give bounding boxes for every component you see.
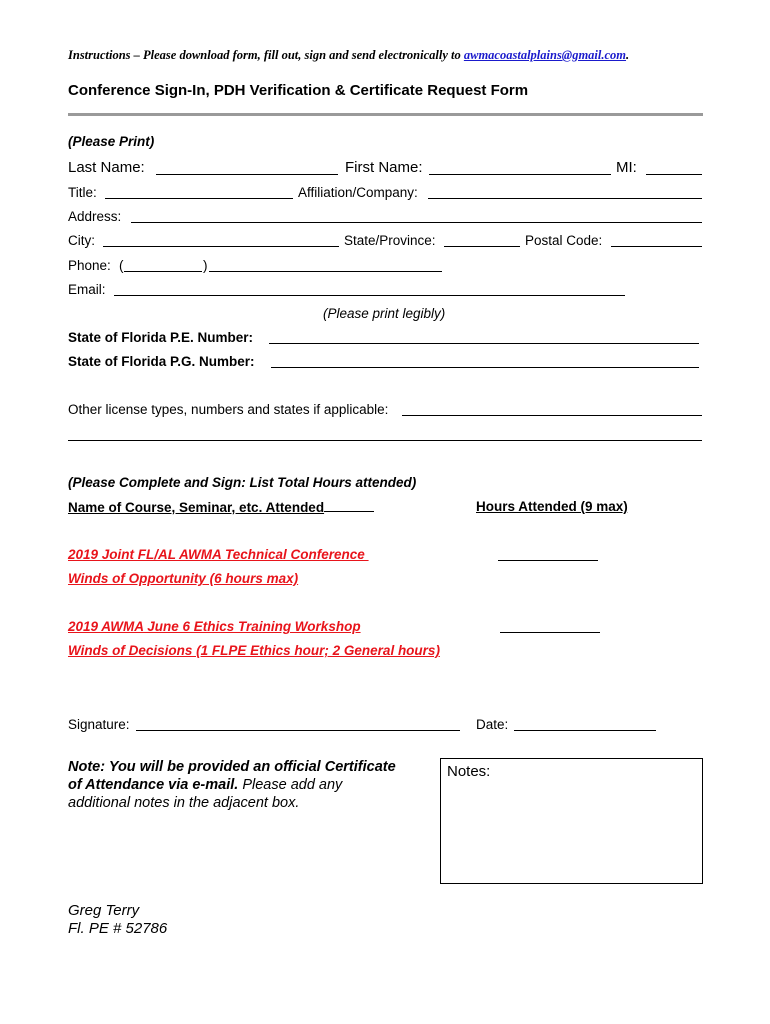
- city-label: City:: [68, 233, 95, 248]
- address-label: Address:: [68, 209, 122, 224]
- email-field[interactable]: [114, 295, 625, 296]
- title-label: Title:: [68, 185, 97, 200]
- certificate-note: [68, 758, 408, 812]
- course-2-title: 2019 AWMA June 6 Ethics Training Workshop: [68, 619, 361, 634]
- course-1-hours-field[interactable]: [498, 560, 598, 561]
- postal-label: Postal Code:: [525, 233, 603, 248]
- state-field[interactable]: [444, 246, 520, 247]
- state-label: State/Province:: [344, 233, 436, 248]
- phone-area-close: ): [203, 258, 208, 273]
- please-print-label: (Please Print): [68, 134, 155, 149]
- title-field[interactable]: [105, 198, 293, 199]
- pe-number-field[interactable]: [269, 343, 699, 344]
- course-1-subtitle: Winds of Opportunity (6 hours max): [68, 571, 299, 586]
- affiliation-field[interactable]: [428, 198, 702, 199]
- city-field[interactable]: [103, 246, 339, 247]
- phone-label: Phone:: [68, 258, 111, 273]
- instructions-text: Instructions – Please download form, fill out, sign and send electronically to: [68, 48, 464, 62]
- signer-pe: Fl. PE # 52786: [68, 920, 168, 937]
- pg-number-field[interactable]: [271, 367, 699, 368]
- postal-field[interactable]: [611, 246, 702, 247]
- affiliation-label: Affiliation/Company:: [298, 185, 418, 200]
- form-title: Conference Sign-In, PDH Verification & Certificate Request Form: [68, 82, 529, 99]
- first-name-label: First Name:: [345, 159, 423, 176]
- pe-number-label: State of Florida P.E. Number:: [68, 330, 254, 345]
- email-link[interactable]: awmacoastalplains@gmail.com: [463, 48, 627, 62]
- course-2-subtitle: Winds of Decisions (1 FLPE Ethics hour; 2 General hours): [68, 643, 440, 658]
- certificate-note-bold: Note: You will be provided an official Certificate of Attendance via e-mail.: [68, 759, 396, 793]
- instructions-end: .: [626, 48, 630, 62]
- date-label: Date:: [476, 717, 509, 732]
- email-label: Email:: [68, 282, 106, 297]
- instructions: [68, 48, 629, 63]
- phone-area-open: (: [119, 258, 124, 273]
- print-legibly-note: (Please print legibly): [323, 306, 446, 321]
- notes-label: Notes:: [447, 763, 491, 780]
- address-field[interactable]: [131, 222, 702, 223]
- mi-label: MI:: [616, 159, 637, 176]
- complete-sign-label: (Please Complete and Sign: List Total Hours attended): [68, 475, 417, 490]
- first-name-field[interactable]: [429, 174, 611, 175]
- certificate-note-rest: Please add any additional notes in the adjacent box.: [68, 777, 343, 811]
- title-divider: [68, 113, 703, 116]
- course-header-tail: [324, 499, 374, 512]
- notes-box[interactable]: [440, 758, 703, 884]
- phone-number-field[interactable]: [209, 271, 442, 272]
- signature-label: Signature:: [68, 717, 130, 732]
- pg-number-label: State of Florida P.G. Number:: [68, 354, 255, 369]
- course-2-hours-field[interactable]: [500, 632, 600, 633]
- mi-field[interactable]: [646, 174, 702, 175]
- other-license-field[interactable]: [402, 415, 702, 416]
- last-name-label: Last Name:: [68, 159, 145, 176]
- phone-area-field[interactable]: [124, 271, 202, 272]
- signature-field[interactable]: [136, 730, 460, 731]
- other-license-label: Other license types, numbers and states if applicable:: [68, 402, 389, 417]
- course-header: [68, 499, 374, 515]
- date-field[interactable]: [514, 730, 656, 731]
- other-license-field-2[interactable]: [68, 440, 702, 441]
- signer-name: Greg Terry: [68, 902, 140, 919]
- course-1-title: 2019 Joint FL/AL AWMA Technical Conference: [68, 547, 369, 562]
- last-name-field[interactable]: [156, 174, 338, 175]
- course-header-text: Name of Course, Seminar, etc. Attended: [68, 500, 325, 515]
- hours-header: Hours Attended (9 max): [476, 499, 628, 514]
